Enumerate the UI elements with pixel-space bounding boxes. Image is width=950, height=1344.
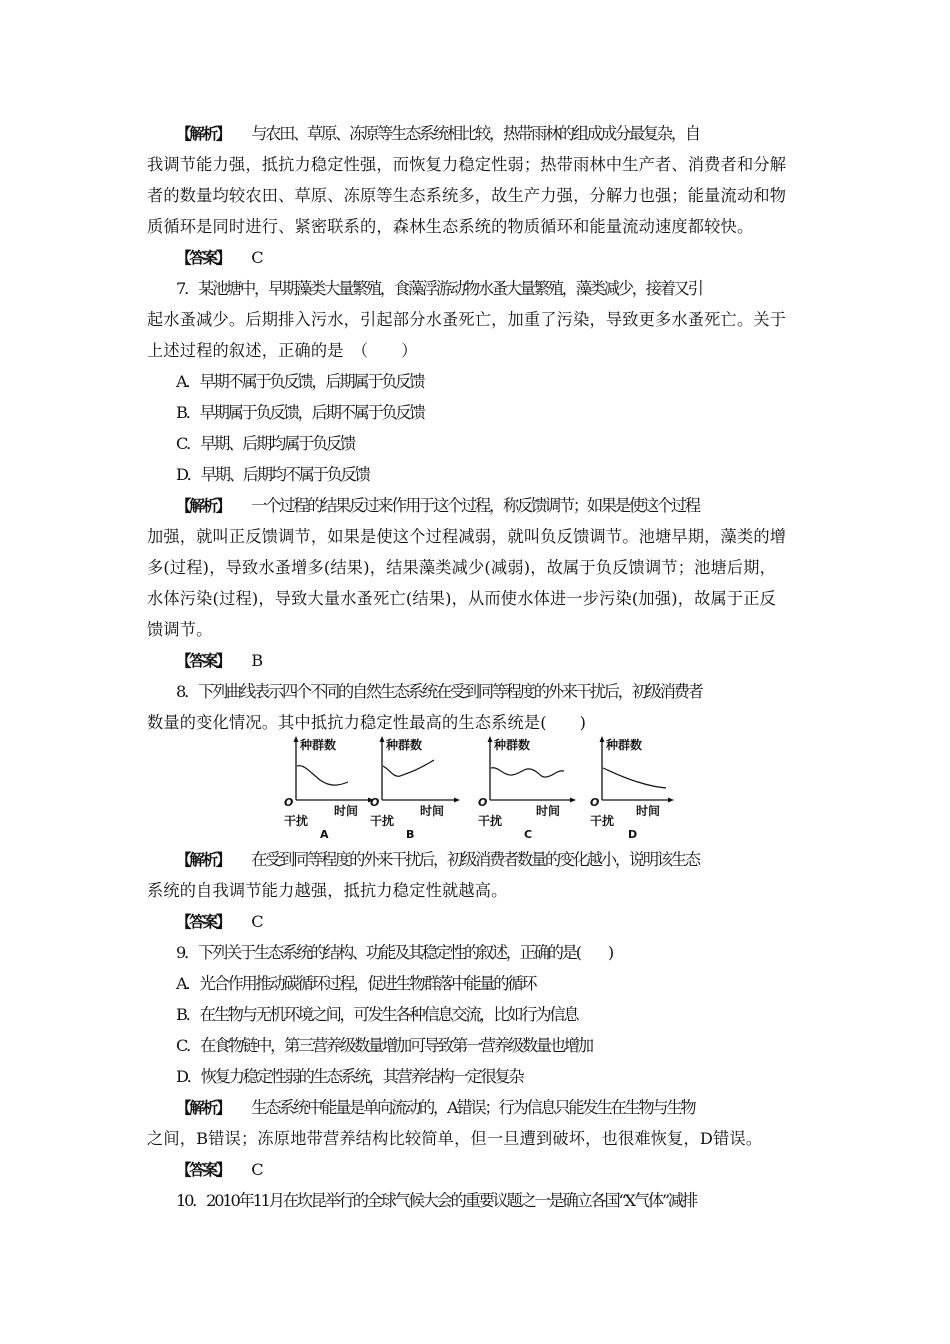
y-axis-arrow [380, 736, 385, 742]
q8-stem-line-2: 数量的变化情况。其中抵抗力稳定性最高的生态系统是( ) [147, 713, 587, 732]
q8-panel-d [590, 736, 686, 842]
curve-d [603, 768, 666, 788]
q6-answer-tag: 【答案】 [176, 249, 230, 267]
q9-answer-tag: 【答案】 [176, 1161, 230, 1179]
panel-label-b: B [406, 828, 415, 841]
q6-answer [176, 248, 841, 268]
q6-answer-value: C [251, 248, 262, 267]
q9-option-c: C．在食物链中，第三营养级数量增加可导致第一营养级数量也增加 [176, 1036, 592, 1055]
q6-analysis-line-3: 者的数量均较农田、草原、冻原等生态系统多，故生产力强，分解力也强；能量流动和物 [147, 186, 787, 205]
q7-answer [176, 651, 841, 671]
q7-option-a: A．早期不属于负反馈，后期属于负反馈 [176, 372, 424, 391]
q7-analysis-line-3: 多(过程)，导致水蚤增多(结果)，结果藻类减少(减弱)，故属于负反馈调节；池塘后期， [147, 558, 777, 577]
q6-analysis-line-1: 【解析】 与农田、草原、冻原等生态系统相比较，热带雨林的组成成分最复杂，自 [176, 124, 699, 143]
x-axis-label: 时间 [334, 804, 359, 818]
q8-stem-line-1: 8．下列曲线表示四个不同的自然生态系统在受到同等程度的外来干扰后，初级消费者 [176, 682, 702, 701]
curve-a [297, 766, 348, 785]
q7-analysis-line-1: 【解析】 一个过程的结果反过来作用于这个过程，称反馈调节；如果是使这个过程 [176, 496, 699, 515]
q7-analysis-tag: 【解析】 [176, 497, 230, 515]
q9-analysis-line-1: 【解析】 生态系统中能量是单向流动的，A错误；行为信息只能发生在生物与生物 [176, 1098, 695, 1117]
origin-label: O [284, 796, 294, 809]
q7-analysis-line-2: 加强，就叫正反馈调节，如果是使这个过程减弱，就叫负反馈调节。池塘早期，藻类的增 [147, 527, 787, 546]
q6-analysis-line-2: 我调节能力强，抵抗力稳定性强，而恢复力稳定性弱；热带雨林中生产者、消费者和分解 [147, 155, 787, 174]
y-axis-label: 种群数 [606, 738, 643, 752]
panel-label-c: C [524, 828, 533, 841]
disturb-label: 干扰 [478, 814, 503, 828]
q6-analysis-line-4: 质循环是同时进行、紧密联系的，森林生态系统的物质循环和能量流动速度都较快。 [147, 217, 754, 236]
q8-answer [176, 912, 841, 932]
q8-panel-b [370, 736, 466, 842]
q7-option-b: B．早期属于负反馈，后期不属于负反馈 [176, 403, 424, 422]
curve-c [491, 768, 564, 777]
q9-option-b: B．在生物与无机环境之间，可发生各种信息交流，比如行为信息 [176, 1005, 578, 1024]
q6-analysis-tag: 【解析】 [176, 125, 230, 143]
q7-analysis-line-5: 馈调节。 [147, 620, 213, 639]
q9-option-a: A．光合作用推动碳循环过程，促进生物群落中能量的循环 [176, 974, 536, 993]
y-axis-label: 种群数 [300, 738, 337, 752]
origin-label: O [478, 796, 488, 809]
x-axis-label: 时间 [420, 804, 445, 818]
disturb-label: 干扰 [370, 814, 395, 828]
q9-analysis-tag: 【解析】 [176, 1099, 230, 1117]
q7-option-d: D．早期、后期均不属于负反馈 [176, 465, 369, 484]
panel-label-a: A [320, 828, 329, 841]
x-axis-arrow [454, 798, 460, 803]
q8-answer-tag: 【答案】 [176, 913, 230, 931]
q7-analysis-line-4: 水体污染(过程)，导致大量水蚤死亡(结果)，从而使水体进一步污染(加强)，故属于正反 [147, 589, 777, 608]
q9-stem-line-1: 9．下列关于生态系统的结构、功能及其稳定性的叙述，正确的是( ) [176, 943, 612, 962]
y-axis-label: 种群数 [494, 738, 531, 752]
y-axis-arrow [488, 736, 493, 742]
q7-option-c: C．早期、后期均属于负反馈 [176, 434, 355, 453]
q7-stem-line-2: 起水蚤减少。后期排入污水，引起部分水蚤死亡，加重了污染，导致更多水蚤死亡。关于 [147, 310, 787, 329]
q8-analysis-line-2: 系统的自我调节能力越强，抵抗力稳定性就越高。 [147, 881, 508, 900]
q7-answer-value: B [251, 651, 261, 670]
x-axis-label: 时间 [636, 804, 661, 818]
x-axis-label: 时间 [536, 804, 561, 818]
q9-analysis-line-2: 之间，B错误；冻原地带营养结构比较简单，但一旦遭到破坏，也很难恢复，D错误。 [147, 1129, 763, 1148]
q10-stem-line-1: 10．2010年11月在坎昆举行的全球气候大会的重要议题之一是确立各国“X气体”减排 [176, 1191, 696, 1210]
disturb-label: 干扰 [590, 814, 615, 828]
x-axis-arrow [570, 798, 576, 803]
q8-panel-c [478, 736, 574, 842]
q8-analysis-tag: 【解析】 [176, 851, 230, 869]
q7-stem-line-3: 上述过程的叙述，正确的是 （ ） [147, 341, 418, 360]
q8-figure [284, 736, 670, 846]
panel-label-d: D [628, 828, 638, 841]
q7-stem-line-1: 7．某池塘中，早期藻类大量繁殖，食藻浮游动物水蚤大量繁殖，藻类减少，接着又引 [176, 279, 702, 298]
curve-b [383, 760, 434, 776]
q8-analysis-line-1: 【解析】 在受到同等程度的外来干扰后，初级消费者数量的变化越小，说明该生态 [176, 850, 699, 869]
x-axis-arrow [668, 798, 674, 803]
q7-answer-tag: 【答案】 [176, 652, 230, 670]
origin-label: O [590, 796, 600, 809]
q9-answer [176, 1160, 841, 1180]
y-axis-arrow [294, 736, 299, 742]
q8-answer-value: C [251, 912, 262, 931]
y-axis-label: 种群数 [386, 738, 423, 752]
q9-answer-value: C [251, 1160, 262, 1179]
y-axis-arrow [600, 736, 605, 742]
q9-option-d: D．恢复力稳定性弱的生态系统，其营养结构一定很复杂 [176, 1067, 523, 1086]
origin-label: O [370, 796, 380, 809]
q8-panel-a [284, 736, 380, 842]
disturb-label: 干扰 [284, 814, 309, 828]
